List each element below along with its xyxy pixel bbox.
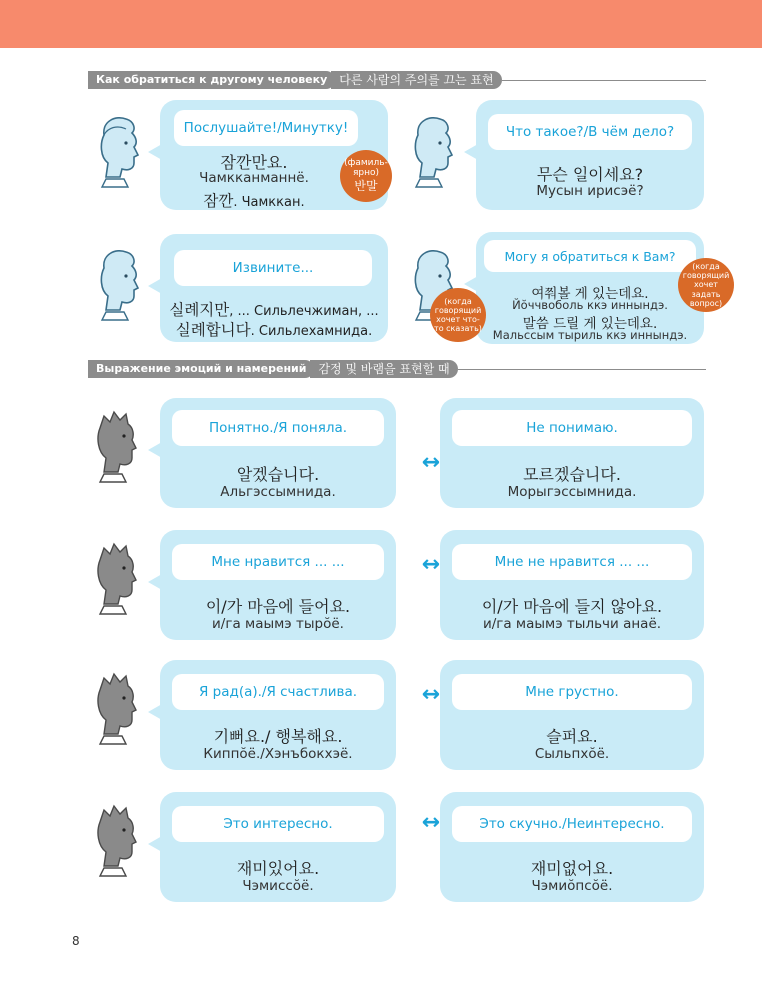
badge-ru: (когда говорящий хочет задать вопрос) — [682, 262, 730, 308]
phrase-ko: 알겠습니다. — [236, 465, 320, 484]
opposite-arrow-icon: ↔ — [421, 682, 441, 707]
phrase-transliteration: Чамкканманнё. — [199, 170, 309, 186]
emotion-bubble-left — [160, 398, 396, 508]
emotion-bubble-left — [160, 530, 396, 640]
person-head-icon — [404, 113, 460, 189]
phrase-transliteration: Киппŏё./Хэнъбокхэё. — [203, 746, 353, 762]
section-title-ko: 감정 및 바램을 표현할 때 — [310, 360, 457, 378]
phrase-transliteration-alt: Мальссым тыриль ккэ иннындэ. — [492, 328, 688, 342]
phrase-transliteration: и/га маымэ тырŏё. — [212, 616, 344, 632]
opposite-arrow-icon: ↔ — [421, 552, 441, 577]
phrase-ko-alt: 말씀 드릴 게 있는데요. — [522, 316, 658, 332]
phrase-bubble-excuse-me — [160, 234, 388, 342]
phrase-transliteration: Сыльпхŏё. — [534, 746, 610, 762]
context-badge-ask — [678, 258, 734, 312]
phrase-line-1 — [160, 298, 388, 320]
bubble-tail — [148, 836, 162, 852]
phrase-ko: 재미있어요. — [236, 859, 320, 878]
phrase-ru: Извините... — [174, 250, 372, 286]
phrase-ko: 재미없어요. — [530, 859, 614, 878]
section-title-ko: 다른 사람의 주의를 끄는 표현 — [331, 71, 501, 89]
badge-ru: (когда говорящий хочет что-то сказать) — [434, 296, 482, 334]
badge-ko: 반말 — [354, 179, 378, 194]
phrase-ru: Я рад(а)./Я счастлива. — [172, 674, 384, 710]
phrase-ko: 잠깐만요. — [220, 153, 288, 172]
badge-ru: (фамиль-ярно) — [344, 157, 388, 179]
phrase-ko: 무슨 일이세요? — [536, 165, 644, 184]
emotion-bubble-right — [440, 792, 704, 902]
phrase-ru: Это скучно./Неинтересно. — [452, 806, 692, 842]
phrase-ko: 이/가 마음에 들지 않아요. — [481, 597, 663, 616]
phrase-transliteration: и/га маымэ тыльчи анаё. — [482, 616, 662, 632]
phrase-line-2 — [160, 318, 388, 340]
bubble-tail — [148, 704, 162, 720]
phrase-transliteration: . Сильлехамнида. — [250, 324, 373, 339]
emotion-bubble-right — [440, 530, 704, 640]
person-head-icon — [88, 540, 144, 616]
page-number: 8 — [72, 934, 80, 948]
phrase-alt-ru: . Чамккан. — [233, 195, 305, 210]
section-header-address — [88, 71, 706, 89]
phrase-bubble-may-i-ask — [476, 232, 704, 344]
phrase-ru: Мне нравится ... ... — [172, 544, 384, 580]
phrase-ru: Послушайте!/Минутку! — [174, 110, 358, 146]
phrase-ru: Что такое?/В чём дело? — [488, 114, 692, 150]
phrase-transliteration: Мусын ирисэё? — [536, 183, 644, 199]
person-head-icon — [88, 670, 144, 746]
emotion-bubble-left — [160, 660, 396, 770]
section-rule — [458, 369, 706, 370]
section-title-ru: Выражение эмоций и намерений — [88, 360, 314, 378]
phrase-ru: Мне не нравится ... ... — [452, 544, 692, 580]
top-color-band — [0, 0, 762, 48]
person-head-icon — [88, 408, 144, 484]
opposite-arrow-icon: ↔ — [421, 450, 441, 475]
bubble-tail — [464, 144, 478, 160]
phrase-ko: 슬퍼요. — [546, 727, 598, 746]
informal-badge — [340, 150, 392, 202]
context-badge-say — [430, 288, 486, 342]
bubble-tail — [148, 442, 162, 458]
phrase-transliteration: Альгэссымнида. — [220, 484, 336, 500]
phrase-ko: 실례지만 — [169, 301, 230, 319]
phrase-ko: 기뻐요./ 행복해요. — [213, 727, 343, 746]
phrase-ko: 실례합니다 — [175, 321, 251, 339]
person-head-icon — [88, 802, 144, 878]
phrase-ko: 이/가 마음에 들어요. — [205, 597, 351, 616]
section-title-ru: Как обратиться к другому человеку — [88, 71, 335, 89]
phrase-transliteration: Йŏччвоболь ккэ иннындэ. — [512, 298, 668, 312]
emotion-bubble-left — [160, 792, 396, 902]
phrase-ru: Мне грустно. — [452, 674, 692, 710]
bubble-tail — [148, 278, 162, 294]
section-header-emotions — [88, 360, 706, 378]
phrase-transliteration: Чэмиŏпсŏё. — [531, 878, 613, 894]
person-head-icon — [90, 246, 146, 322]
phrase-ru: Понятно./Я поняла. — [172, 410, 384, 446]
phrase-ko: 여쭤볼 게 있는데요. — [531, 286, 649, 302]
phrase-alt-ko: 잠깐 — [203, 192, 234, 210]
opposite-arrow-icon: ↔ — [421, 810, 441, 835]
phrase-transliteration: Чэмиссŏё. — [242, 878, 314, 894]
emotion-bubble-right — [440, 398, 704, 508]
phrase-transliteration: , ... Сильлечжиман, ... — [229, 304, 379, 319]
phrase-transliteration: Морыгэссымнида. — [507, 484, 637, 500]
phrase-ru: Могу я обратиться к Вам? — [484, 240, 696, 272]
phrase-ko: 모르겠습니다. — [523, 465, 621, 484]
phrase-ru: Не понимаю. — [452, 410, 692, 446]
emotion-bubble-right — [440, 660, 704, 770]
bubble-tail — [148, 574, 162, 590]
section-rule — [502, 80, 706, 81]
phrase-bubble-whats-wrong — [476, 100, 704, 210]
phrase-ru: Это интересно. — [172, 806, 384, 842]
